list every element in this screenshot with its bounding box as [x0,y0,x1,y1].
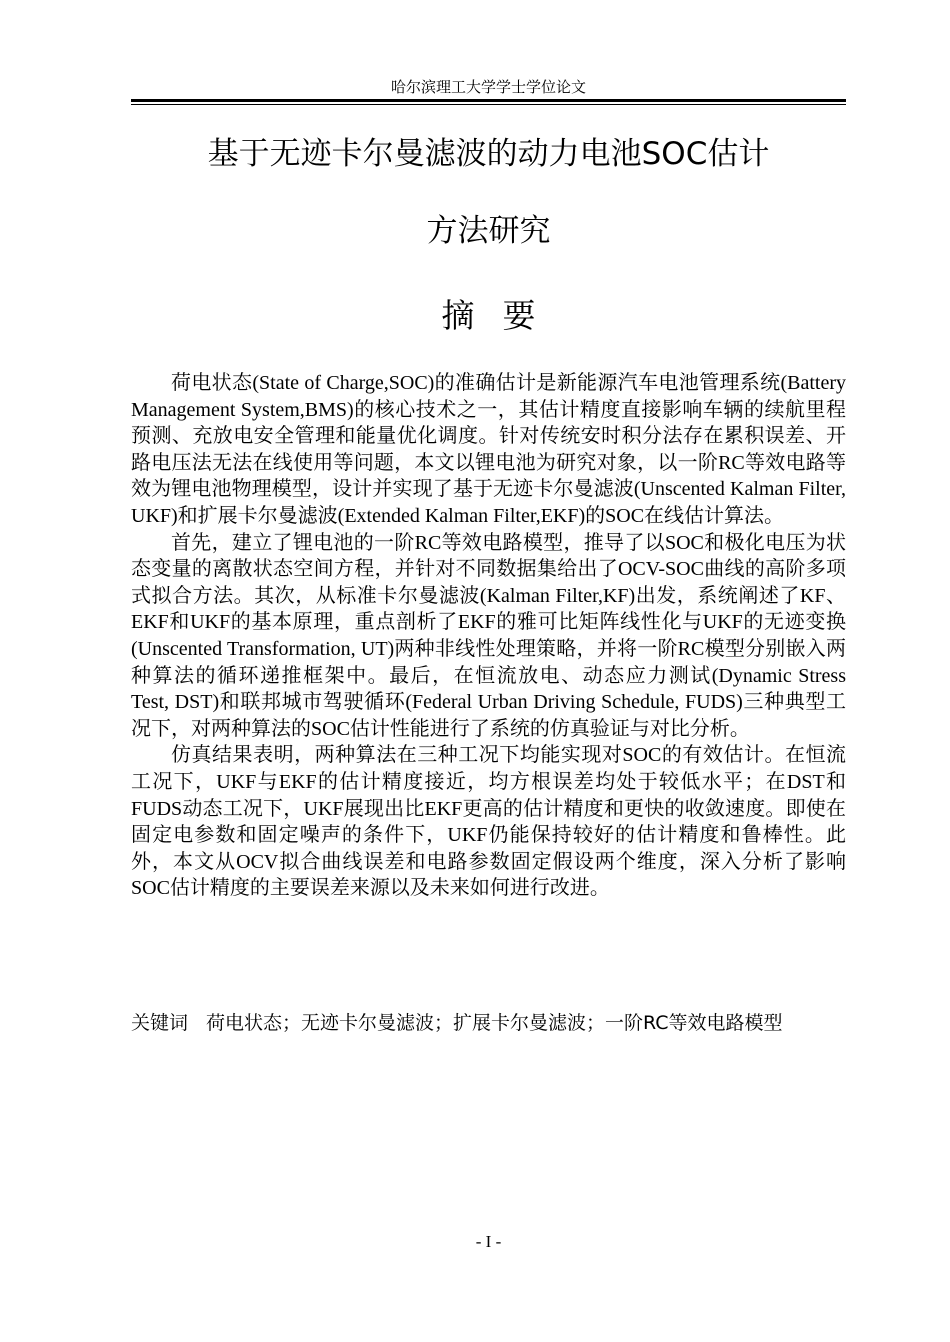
abstract-heading: 摘要 [441,296,564,335]
abstract-paragraph-2: 首先，建立了锂电池的一阶RC等效电路模型，推导了以SOC和极化电压为状态变量的离散状态空间方程，并针对不同数据集给出了OCV-SOC曲线的高阶多项式拟合方法。其次，从标准卡尔曼滤波(Kalman Filter,KF)出发，系统阐述了KF、EKF和UKF的基本原理，重点剖析了EKF的雅可比矩阵线性化与UKF的无迹变换(Unscented Transformation, UT)两种非线性处理策略，并将一阶RC模型分别嵌入两种算法的循环递推框架中。最后，在恒流放电、动态应力测试(Dynamic Stress Test, DST)和联邦城市驾驶循环(Federal Urban Driving Schedule, FUDS)三种典型工况下，对两种算法的SOC估计性能进行了系统的仿真验证与对比分析。 [131,531,846,740]
document-title-line-2: 方法研究 [426,213,551,249]
keywords-text: 荷电状态；无迹卡尔曼滤波；扩展卡尔曼滤波；一阶RC等效电路模型 [206,1012,783,1034]
page-number: - I - [475,1232,502,1251]
keywords-label: 关键词 [131,1012,189,1034]
abstract-paragraph-1: 荷电状态(State of Charge,SOC)的准确估计是新能源汽车电池管理系统(Battery Management System,BMS)的核心技术之一，其估计精度直接影响车辆的续航里程预测、充放电安全管理和能量优化调度。针对传统安时积分法存在累积误差、开路电压法无法在线使用等问题，本文以锂电池为研究对象，以一阶RC等效电路等效为锂电池物理模型，设计并实现了基于无迹卡尔曼滤波(Unscented Kalman Filter, UKF)和扩展卡尔曼滤波(Extended Kalman Filter,EKF)的SOC在线估计算法。 [131,372,846,527]
document-title-line-1: 基于无迹卡尔曼滤波的动力电池SOC估计 [207,136,770,172]
abstract-body [131,370,846,902]
keywords-block [131,1010,846,1037]
header-rule-thick [131,99,846,102]
header-rule-thin [131,104,846,105]
abstract-paragraph-3: 仿真结果表明，两种算法在三种工况下均能实现对SOC的有效估计。在恒流工况下，UKF与EKF的估计精度接近，均方根误差均处于较低水平；在DST和FUDS动态工况下，UKF展现出比EKF更高的估计精度和更快的收敛速度。即使在固定电参数和固定噪声的条件下，UKF仍能保持较好的估计精度和鲁棒性。此外，本文从OCV拟合曲线误差和电路参数固定假设两个维度，深入分析了影响SOC估计精度的主要误差来源以及未来如何进行改进。 [131,744,846,900]
running-header: 哈尔滨理工大学学士学位论文 [390,80,586,96]
